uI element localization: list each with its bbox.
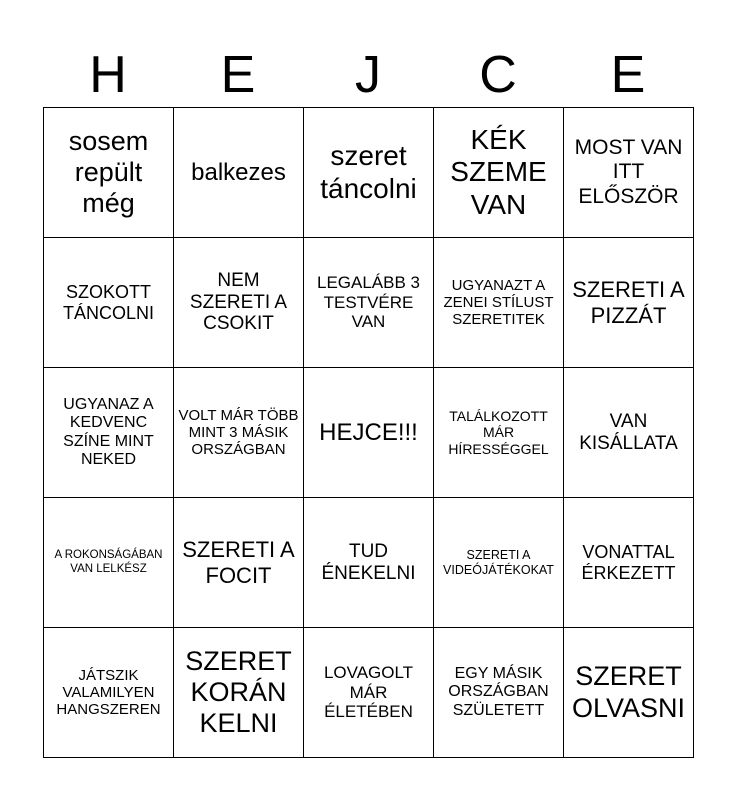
bingo-cell[interactable] [564,628,694,758]
bingo-cell[interactable] [564,108,694,238]
cell-text: KÉK SZEME VAN [450,124,547,220]
cell-text: UGYANAZT A ZENEI STÍLUST SZERETITEK [443,276,554,329]
header-letter-h: H [89,46,127,104]
bingo-cell free-space[interactable] [304,368,434,498]
cell-text: UGYANAZ A KEDVENC SZÍNE MINT NEKED [63,395,154,468]
cell-text: szeret táncolni [320,140,417,204]
board-row [44,498,694,628]
bingo-cell[interactable] [44,238,174,368]
cell-text: HEJCE!!! [319,418,418,446]
header-letter-e: E [220,46,256,104]
bingo-cell[interactable] [304,108,434,238]
cell-text: balkezes [191,158,286,186]
bingo-cell[interactable] [44,108,174,238]
cell-text: LOVAGOLT MÁR ÉLETÉBEN [323,663,414,722]
cell-text: A ROKONSÁGÁBAN VAN LELKÉSZ [54,549,163,575]
bingo-cell[interactable] [434,368,564,498]
cell-text: SZERET OLVASNI [571,661,686,723]
bingo-header [43,44,693,106]
board-row [44,628,694,758]
bingo-cell[interactable] [564,498,694,628]
board-row [44,368,694,498]
bingo-cell[interactable] [564,238,694,368]
bingo-cell[interactable] [434,108,564,238]
cell-text: TUD ÉNEKELNI [321,540,416,584]
board-row [44,108,694,238]
header-letter-e2: E [610,46,646,104]
cell-text: VOLT MÁR TÖBB MINT 3 MÁSIK ORSZÁGBAN [178,406,299,459]
cell-text: EGY MÁSIK ORSZÁGBAN SZÜLETETT [448,664,549,719]
header-letter-c: C [479,46,517,104]
cell-text: SZERETI A VIDEÓJÁTÉKOKAT [443,548,554,577]
bingo-cell[interactable] [304,498,434,628]
cell-text: VONATTAL ÉRKEZETT [581,541,676,583]
bingo-cell[interactable] [174,628,304,758]
bingo-cell[interactable] [564,368,694,498]
header-letter-j: J [355,46,381,104]
cell-text: SZERET KORÁN KELNI [185,645,292,739]
bingo-cell[interactable] [434,238,564,368]
bingo-cell[interactable] [304,628,434,758]
cell-text: sosem repült még [68,125,149,219]
bingo-cell[interactable] [44,498,174,628]
bingo-cell[interactable] [434,498,564,628]
bingo-cell[interactable] [304,238,434,368]
bingo-cell[interactable] [44,628,174,758]
cell-text: MOST VAN ITT ELŐSZÖR [574,136,683,208]
bingo-cell[interactable] [44,368,174,498]
cell-text: NEM SZERETI A CSOKIT [189,269,288,335]
bingo-cell[interactable] [174,108,304,238]
bingo-cell[interactable] [434,628,564,758]
bingo-cell[interactable] [174,368,304,498]
cell-text: SZERETI A PIZZÁT [572,277,685,328]
cell-text: JÁTSZIK VALAMILYEN HANGSZEREN [56,666,161,719]
cell-text: LEGALÁBB 3 TESTVÉRE VAN [316,273,420,332]
cell-text: TALÁLKOZOTT MÁR HÍRESSÉGGEL [448,408,549,457]
bingo-cell[interactable] [174,498,304,628]
board-row [44,238,694,368]
cell-text: SZERETI A FOCIT [182,537,295,588]
bingo-board [43,107,694,758]
bingo-cell[interactable] [174,238,304,368]
cell-text: SZOKOTT TÁNCOLNI [62,281,154,323]
cell-text: VAN KISÁLLATA [579,410,678,454]
